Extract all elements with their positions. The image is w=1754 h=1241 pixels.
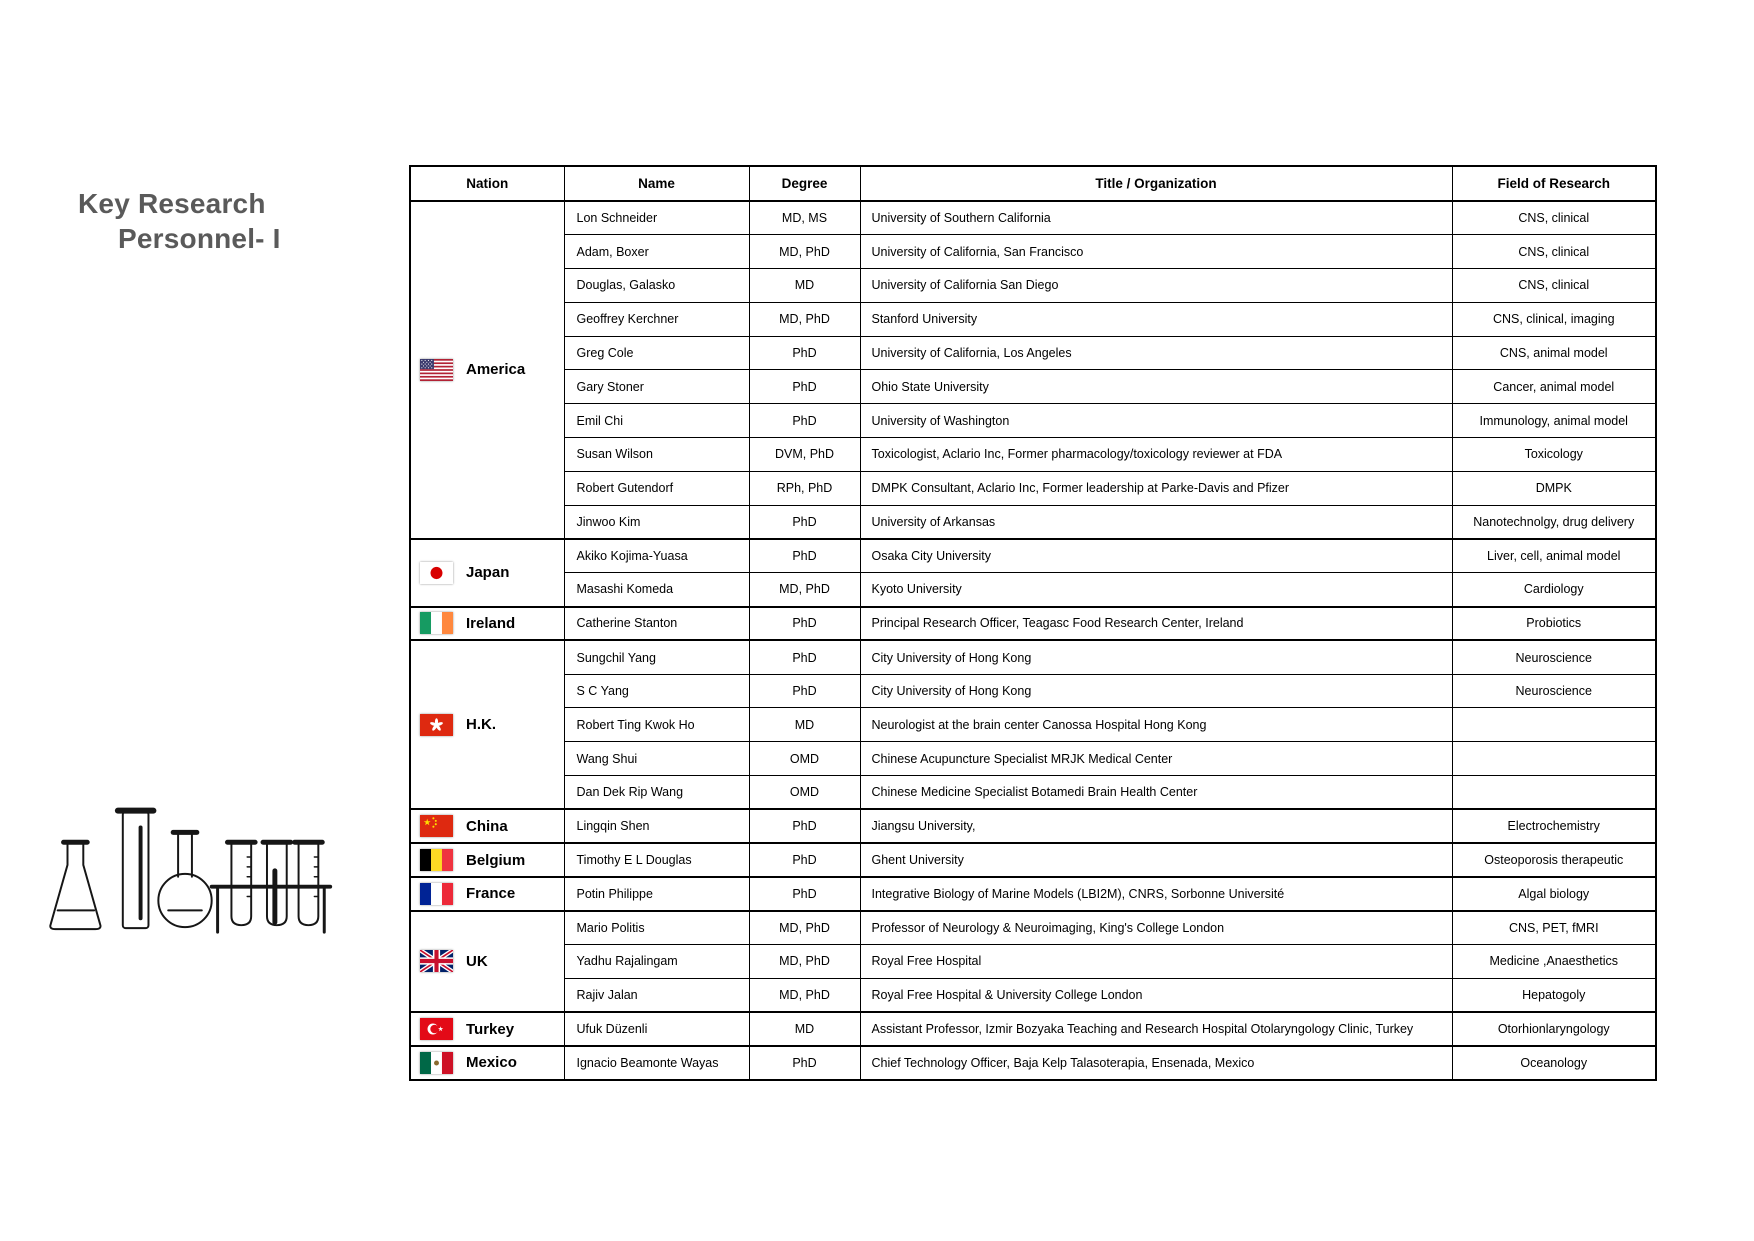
title-cell: City University of Hong Kong [860, 640, 1452, 674]
degree-cell: MD [749, 1012, 860, 1046]
belgium-flag-icon [420, 849, 453, 871]
name-cell: Greg Cole [564, 336, 749, 370]
degree-cell: PhD [749, 843, 860, 877]
nation-label: Ireland [466, 614, 516, 632]
title-cell: Ohio State University [860, 370, 1452, 404]
name-cell: Ufuk Düzenli [564, 1012, 749, 1046]
table-row [410, 640, 1656, 674]
name-cell: Rajiv Jalan [564, 978, 749, 1012]
nation-label: China [466, 817, 508, 835]
uk-flag-icon [420, 950, 453, 972]
table-row [410, 505, 1656, 539]
table-row [410, 978, 1656, 1012]
field-cell: Oceanology [1452, 1046, 1656, 1080]
name-cell: Gary Stoner [564, 370, 749, 404]
name-cell: Susan Wilson [564, 438, 749, 472]
field-cell: Cancer, animal model [1452, 370, 1656, 404]
title-cell: Professor of Neurology & Neuroimaging, King's College London [860, 911, 1452, 945]
nation-cell-china [410, 809, 564, 843]
name-cell: Yadhu Rajalingam [564, 945, 749, 979]
field-cell: Nanotechnolgy, drug delivery [1452, 505, 1656, 539]
field-cell: DMPK [1452, 471, 1656, 505]
nation-cell-mexico [410, 1046, 564, 1080]
field-cell: CNS, PET, fMRI [1452, 911, 1656, 945]
name-cell: Ignacio Beamonte Wayas [564, 1046, 749, 1080]
title-cell: University of Washington [860, 404, 1452, 438]
nation-label: Mexico [466, 1054, 517, 1072]
degree-cell: MD, PhD [749, 302, 860, 336]
nation-label: UK [466, 952, 488, 970]
turkey-flag-icon [420, 1018, 453, 1040]
name-cell: Robert Gutendorf [564, 471, 749, 505]
title-cell: Kyoto University [860, 573, 1452, 607]
table-row [410, 945, 1656, 979]
degree-cell: PhD [749, 370, 860, 404]
degree-cell: MD, PhD [749, 573, 860, 607]
table-row [410, 708, 1656, 742]
degree-cell: MD, PhD [749, 235, 860, 269]
degree-cell: PhD [749, 539, 860, 573]
degree-cell: MD, MS [749, 201, 860, 235]
field-cell: CNS, clinical [1452, 201, 1656, 235]
name-cell: Mario Politis [564, 911, 749, 945]
page-title-line2: Personnel- I [118, 223, 281, 254]
nation-label: America [466, 361, 526, 379]
title-cell: Toxicologist, Aclario Inc, Former pharmacology/toxicology reviewer at FDA [860, 438, 1452, 472]
name-cell: Adam, Boxer [564, 235, 749, 269]
table-row [410, 336, 1656, 370]
nation-label: H.K. [466, 716, 496, 734]
nation-cell-belgium [410, 843, 564, 877]
degree-cell: PhD [749, 809, 860, 843]
table-row [410, 776, 1656, 810]
nation-label: Japan [466, 564, 510, 582]
degree-cell: MD [749, 708, 860, 742]
table-row [410, 235, 1656, 269]
table-row [410, 269, 1656, 303]
degree-cell: PhD [749, 336, 860, 370]
nation-cell-turkey [410, 1012, 564, 1046]
table-row [410, 438, 1656, 472]
title-cell: University of California, Los Angeles [860, 336, 1452, 370]
field-cell: CNS, clinical [1452, 269, 1656, 303]
name-cell: Sungchil Yang [564, 640, 749, 674]
name-cell: Timothy E L Douglas [564, 843, 749, 877]
field-cell: Otorhionlaryngology [1452, 1012, 1656, 1046]
hong-kong-flag-icon [420, 714, 453, 736]
field-cell: Algal biology [1452, 877, 1656, 911]
china-flag-icon [420, 815, 453, 837]
nation-cell-hk [410, 640, 564, 809]
field-cell [1452, 742, 1656, 776]
header-row [410, 166, 1656, 201]
column-header-name: Name [564, 166, 749, 201]
degree-cell: DVM, PhD [749, 438, 860, 472]
name-cell: Douglas, Galasko [564, 269, 749, 303]
field-cell: Immunology, animal model [1452, 404, 1656, 438]
table-row [410, 809, 1656, 843]
title-cell: University of Southern California [860, 201, 1452, 235]
field-cell: Neuroscience [1452, 640, 1656, 674]
field-cell: Liver, cell, animal model [1452, 539, 1656, 573]
table-row [410, 573, 1656, 607]
table-row [410, 370, 1656, 404]
table-row [410, 1012, 1656, 1046]
title-cell: Chinese Acupuncture Specialist MRJK Medical Center [860, 742, 1452, 776]
personnel-table-body [410, 201, 1656, 1080]
table-row [410, 911, 1656, 945]
name-cell: Emil Chi [564, 404, 749, 438]
nation-cell-japan [410, 539, 564, 607]
field-cell: Osteoporosis therapeutic [1452, 843, 1656, 877]
table-row [410, 742, 1656, 776]
title-cell: Neurologist at the brain center Canossa Hospital Hong Kong [860, 708, 1452, 742]
name-cell: Catherine Stanton [564, 607, 749, 641]
title-cell: Assistant Professor, Izmir Bozyaka Teaching and Research Hospital Otolaryngology Clinic, Turkey [860, 1012, 1452, 1046]
degree-cell: PhD [749, 404, 860, 438]
title-cell: Integrative Biology of Marine Models (LBI2M), CNRS, Sorbonne Université [860, 877, 1452, 911]
title-cell: DMPK Consultant, Aclario Inc, Former leadership at Parke-Davis and Pfizer [860, 471, 1452, 505]
column-header-degree: Degree [749, 166, 860, 201]
degree-cell: PhD [749, 674, 860, 708]
degree-cell: MD [749, 269, 860, 303]
table-row [410, 607, 1656, 641]
field-cell [1452, 708, 1656, 742]
title-cell: Royal Free Hospital & University College London [860, 978, 1452, 1012]
lab-glassware-illustration [36, 782, 336, 940]
degree-cell: PhD [749, 607, 860, 641]
field-cell: CNS, animal model [1452, 336, 1656, 370]
table-row [410, 1046, 1656, 1080]
name-cell: Jinwoo Kim [564, 505, 749, 539]
field-cell: CNS, clinical [1452, 235, 1656, 269]
name-cell: Geoffrey Kerchner [564, 302, 749, 336]
field-cell: Cardiology [1452, 573, 1656, 607]
title-cell: University of California San Diego [860, 269, 1452, 303]
page-title-line1: Key Research [78, 188, 266, 219]
japan-flag-icon [420, 562, 453, 584]
nation-cell-ireland [410, 607, 564, 641]
name-cell: Potin Philippe [564, 877, 749, 911]
name-cell: Robert Ting Kwok Ho [564, 708, 749, 742]
title-cell: Osaka City University [860, 539, 1452, 573]
name-cell: S C Yang [564, 674, 749, 708]
field-cell [1452, 776, 1656, 810]
degree-cell: OMD [749, 742, 860, 776]
degree-cell: MD, PhD [749, 978, 860, 1012]
nation-cell-uk [410, 911, 564, 1012]
title-cell: Stanford University [860, 302, 1452, 336]
degree-cell: MD, PhD [749, 945, 860, 979]
degree-cell: PhD [749, 1046, 860, 1080]
column-header-field-of-research: Field of Research [1452, 166, 1656, 201]
title-cell: Ghent University [860, 843, 1452, 877]
nation-label: Turkey [466, 1020, 515, 1038]
name-cell: Masashi Komeda [564, 573, 749, 607]
mexico-flag-icon [420, 1052, 453, 1074]
nation-cell-france [410, 877, 564, 911]
field-cell: Probiotics [1452, 607, 1656, 641]
degree-cell: OMD [749, 776, 860, 810]
name-cell: Akiko Kojima-Yuasa [564, 539, 749, 573]
table-row [410, 843, 1656, 877]
title-cell: City University of Hong Kong [860, 674, 1452, 708]
field-cell: Medicine ,Anaesthetics [1452, 945, 1656, 979]
title-cell: University of Arkansas [860, 505, 1452, 539]
nation-label: Belgium [466, 851, 526, 869]
degree-cell: MD, PhD [749, 911, 860, 945]
table-row [410, 471, 1656, 505]
column-header-title-organization: Title / Organization [860, 166, 1452, 201]
degree-cell: PhD [749, 505, 860, 539]
column-header-nation: Nation [410, 166, 564, 201]
title-cell: University of California, San Francisco [860, 235, 1452, 269]
degree-cell: RPh, PhD [749, 471, 860, 505]
table-row [410, 877, 1656, 911]
nation-label: France [466, 885, 516, 903]
title-cell: Chinese Medicine Specialist Botamedi Brain Health Center [860, 776, 1452, 810]
title-cell: Principal Research Officer, Teagasc Food Research Center, Ireland [860, 607, 1452, 641]
france-flag-icon [420, 883, 453, 905]
name-cell: Lingqin Shen [564, 809, 749, 843]
name-cell: Wang Shui [564, 742, 749, 776]
us-flag-icon [420, 359, 453, 381]
table-row [410, 539, 1656, 573]
degree-cell: PhD [749, 640, 860, 674]
field-cell: Toxicology [1452, 438, 1656, 472]
field-cell: Electrochemistry [1452, 809, 1656, 843]
nation-cell-america [410, 201, 564, 539]
title-cell: Royal Free Hospital [860, 945, 1452, 979]
table-row [410, 674, 1656, 708]
field-cell: CNS, clinical, imaging [1452, 302, 1656, 336]
name-cell: Lon Schneider [564, 201, 749, 235]
ireland-flag-icon [420, 612, 453, 634]
field-cell: Neuroscience [1452, 674, 1656, 708]
page-title [78, 186, 281, 256]
degree-cell: PhD [749, 877, 860, 911]
name-cell: Dan Dek Rip Wang [564, 776, 749, 810]
table-row [410, 404, 1656, 438]
title-cell: Jiangsu University, [860, 809, 1452, 843]
title-cell: Chief Technology Officer, Baja Kelp Talasoterapia, Ensenada, Mexico [860, 1046, 1452, 1080]
personnel-table [409, 165, 1657, 1081]
table-row [410, 201, 1656, 235]
table-row [410, 302, 1656, 336]
field-cell: Hepatogoly [1452, 978, 1656, 1012]
